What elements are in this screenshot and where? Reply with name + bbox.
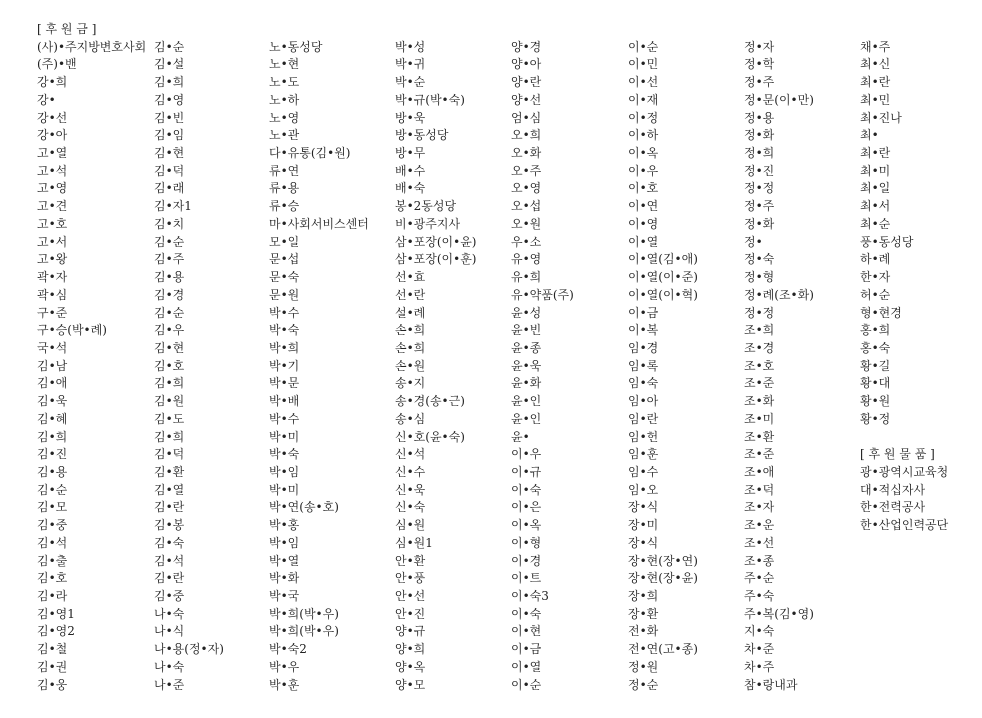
donor-name: 형•현경 [860, 305, 902, 320]
donor-name: 삼•포장(이•윤) [395, 234, 477, 249]
goods-donor-name: 대•적십자사 [860, 482, 926, 497]
donor-name: 김•설 [154, 57, 185, 72]
donor-name: 김•숙 [154, 535, 185, 550]
donor-name: 고•서 [37, 234, 68, 249]
donor-name: 조•미 [744, 411, 775, 426]
donor-name: 설•례 [395, 305, 426, 320]
donor-column-8 [860, 21, 948, 535]
donor-name: 김•라 [37, 589, 68, 603]
donor-name: 최• [860, 128, 879, 143]
donor-name: 조•경 [744, 340, 775, 355]
donor-name: 김•덕 [154, 163, 185, 178]
donor-name: 봉•2동성당 [395, 199, 457, 214]
donor-name: 안•선 [395, 589, 426, 603]
donor-name: 최•서 [860, 199, 891, 214]
donor-name: 노•하 [269, 92, 300, 107]
donor-name: 양•규 [395, 624, 426, 639]
donor-name: 이•규 [511, 464, 542, 479]
donor-name: 정•학 [744, 57, 775, 72]
donor-name: 김•자1 [154, 199, 192, 214]
donor-name: 박•수 [269, 305, 300, 320]
donor-name: 윤•빈 [511, 323, 542, 338]
donor-name: 김•치 [154, 216, 185, 231]
donor-name: 김•현 [154, 146, 185, 161]
donor-name: 최•진나 [860, 110, 902, 125]
donor-name: 박•성 [395, 39, 426, 54]
donor-name: 정•원 [628, 659, 659, 674]
donor-name: 김•철 [37, 642, 68, 657]
donor-name: 이•금 [628, 305, 659, 320]
donor-name: 배•숙 [395, 181, 426, 196]
donor-name: 장•식 [628, 500, 659, 515]
donor-name: 허•순 [860, 287, 891, 302]
donor-name: 조•호 [744, 358, 775, 373]
donor-name: 윤•화 [511, 376, 542, 391]
donor-name: 정•형 [744, 270, 775, 285]
donor-name: 장•환 [628, 606, 659, 621]
donor-name: 김•덕 [154, 447, 185, 462]
donor-name: 박•열 [269, 553, 300, 568]
donor-name: 류•연 [269, 163, 300, 178]
donor-name: 방•동성당 [395, 128, 449, 143]
donor-name: 양•경 [511, 39, 542, 54]
donor-name: 안•환 [395, 553, 426, 568]
donor-column-5 [511, 21, 574, 694]
donor-name: 엄•심 [511, 110, 542, 125]
donor-name: 신•욱 [395, 482, 426, 497]
donor-name: 김•호 [37, 571, 68, 586]
donor-name: 윤•욱 [511, 358, 542, 373]
donor-name: 박•연(송•호) [269, 500, 339, 515]
donor-name: 최•란 [860, 146, 891, 161]
donor-name: 김•우 [154, 323, 185, 338]
donor-name: 고•열 [37, 146, 68, 161]
donor-name: 고•석 [37, 163, 68, 178]
donor-name: 고•왕 [37, 252, 68, 267]
donor-name: 조•희 [744, 323, 775, 338]
donor-name: 이•옥 [511, 518, 542, 533]
donor-name: 김•중 [37, 518, 68, 533]
donor-column-1 [37, 21, 146, 694]
donor-name: 송•심 [395, 411, 426, 426]
donor-name: 나•식 [154, 624, 185, 639]
donor-name: 조•준 [744, 376, 775, 391]
donor-name: 이•열(이•준) [628, 270, 698, 285]
donor-name: 정•문(이•만) [744, 92, 814, 107]
donor-name: 조•화 [744, 394, 775, 409]
donor-name: 정•주 [744, 199, 775, 214]
donor-name: 박•임 [269, 464, 300, 479]
donor-name: 오•섭 [511, 199, 542, 214]
donor-name: 김•봉 [154, 518, 185, 533]
donor-name: 김•희 [37, 429, 68, 444]
donor-name: 박•기 [269, 358, 300, 373]
donor-name: 조•자 [744, 500, 775, 515]
donor-name: 정•화 [744, 216, 775, 231]
donor-name: 유•약품(주) [511, 287, 574, 302]
donor-name: 강•선 [37, 110, 68, 125]
donor-name: 마•사회서비스센터 [269, 216, 369, 231]
donor-name: 나•숙 [154, 659, 185, 674]
donor-name: 정•희 [744, 146, 775, 161]
donor-name: 이•경 [511, 553, 542, 568]
donor-name: 이•민 [628, 57, 659, 72]
donor-name: 김•용 [154, 270, 185, 285]
donor-name: 박•숙 [269, 323, 300, 338]
goods-heading: [ 후 원 물 품 ] [860, 447, 935, 462]
donor-name: 정•자 [744, 39, 775, 54]
donor-name: 선•란 [395, 287, 426, 302]
donor-name: 박•배 [269, 394, 300, 409]
donor-name: 정•주 [744, 75, 775, 90]
donor-name: 이•열 [628, 234, 659, 249]
donor-name: 정•숙 [744, 252, 775, 267]
donor-name: 강•희 [37, 75, 68, 90]
donor-name: 황•대 [860, 376, 891, 391]
donor-name: 송•지 [395, 376, 426, 391]
donor-name: 김•욱 [37, 394, 68, 409]
donor-name: 안•진 [395, 606, 426, 621]
donor-name: 곽•심 [37, 287, 68, 302]
donor-name: 김•석 [154, 553, 185, 568]
donor-name: 주•숙 [744, 589, 775, 603]
donor-column-3 [269, 21, 369, 694]
donor-name: 박•희(박•우) [269, 624, 339, 639]
donor-name: 김•출 [37, 553, 68, 568]
donor-name: 비•광주지사 [395, 216, 461, 231]
donor-name: 박•숙2 [269, 642, 307, 657]
donor-name: 이•옥 [628, 146, 659, 161]
donor-name: 이•은 [511, 500, 542, 515]
donor-name: 양•아 [511, 57, 542, 72]
donor-name: 조•선 [744, 535, 775, 550]
donor-name: 박•문 [269, 376, 300, 391]
donor-name: 고•견 [37, 199, 68, 214]
donor-name: 손•원 [395, 358, 426, 373]
donor-name: 고•호 [37, 216, 68, 231]
donor-name: 김•순 [154, 305, 185, 320]
donor-name: 임•수 [628, 464, 659, 479]
donor-name: 박•미 [269, 482, 300, 497]
donor-name: 이•하 [628, 128, 659, 143]
donor-name: 이•재 [628, 92, 659, 107]
donor-name: 김•애 [37, 376, 68, 391]
donor-column-6 [628, 21, 698, 694]
donor-name: 배•수 [395, 163, 426, 178]
donors-heading: [ 후 원 금 ] [37, 22, 97, 36]
donor-name: 장•현(장•연) [628, 553, 698, 568]
goods-donor-name: 한•전력공사 [860, 500, 926, 515]
donor-name: 장•식 [628, 535, 659, 550]
donor-name: 김•영2 [37, 624, 75, 639]
donor-name: 김•현 [154, 340, 185, 355]
donor-name: 유•희 [511, 270, 542, 285]
donor-name: 노•현 [269, 57, 300, 72]
donor-name: 양•모 [395, 677, 426, 692]
donor-name: 정•례(조•화) [744, 287, 814, 302]
donor-name: 정•정 [744, 305, 775, 320]
donor-name: 오•원 [511, 216, 542, 231]
donor-name: 조•애 [744, 464, 775, 479]
donor-column-2 [154, 21, 224, 694]
donor-name: 다•유통(김•원) [269, 146, 351, 161]
donor-name: 최•신 [860, 57, 891, 72]
donor-name: 차•준 [744, 642, 775, 657]
donor-name: 박•규(박•숙) [395, 92, 465, 107]
donor-name: 이•트 [511, 571, 542, 586]
donor-name: 이•복 [628, 323, 659, 338]
donor-name: (사)•주지방변호사회 [37, 39, 147, 54]
donor-name: 박•홍 [269, 518, 300, 533]
donor-name: 황•원 [860, 394, 891, 409]
donor-name: 박•우 [269, 659, 300, 674]
donor-name: 김•경 [154, 287, 185, 302]
donor-name: 정• [744, 234, 763, 249]
donor-name: 황•정 [860, 411, 891, 426]
donor-name: 오•화 [511, 146, 542, 161]
donor-name: 홍•희 [860, 323, 891, 338]
donor-name: 전•연(고•종) [628, 642, 698, 657]
donor-name: 김•남 [37, 358, 68, 373]
donor-name: 최•민 [860, 92, 891, 107]
donor-name: 차•주 [744, 659, 775, 674]
donor-name: 김•환 [154, 464, 185, 479]
donor-name: 김•영 [154, 92, 185, 107]
donor-name: 문•숙 [269, 270, 300, 285]
donor-name: 김•빈 [154, 110, 185, 125]
donor-name: 박•수 [269, 411, 300, 426]
donor-name: 이•우 [511, 447, 542, 462]
donor-name: 모•일 [269, 234, 300, 249]
donor-name: 임•아 [628, 394, 659, 409]
donor-name: 송•경(송•근) [395, 394, 465, 409]
donor-name: 신•호(윤•숙) [395, 429, 465, 444]
donor-name: 이•현 [511, 624, 542, 639]
goods-donor-name: 광•광역시교육청 [860, 464, 949, 479]
donor-name: 윤• [511, 429, 530, 444]
donor-name: 장•현(장•윤) [628, 571, 698, 586]
donor-name: 박•순 [395, 75, 426, 90]
donor-name: 이•순 [628, 39, 659, 54]
donor-name: 주•순 [744, 571, 775, 586]
donor-name: 신•숙 [395, 500, 426, 515]
donor-name: 오•영 [511, 181, 542, 196]
donor-name: 김•순 [154, 234, 185, 249]
donor-column-4 [395, 21, 476, 694]
donor-name: 이•열(이•혁) [628, 287, 698, 302]
donor-name: 노•관 [269, 128, 300, 143]
donor-name: 임•경 [628, 340, 659, 355]
donor-name: 김•용 [37, 464, 68, 479]
donor-name: 최•란 [860, 75, 891, 90]
donor-name: 박•희 [269, 340, 300, 355]
donor-name: 채•주 [860, 39, 891, 54]
donor-name: 김•웅 [37, 677, 68, 692]
donor-name: 최•순 [860, 216, 891, 231]
donor-name: 박•미 [269, 429, 300, 444]
donor-name: 이•열(김•애) [628, 252, 698, 267]
donor-name: 풍•동성당 [860, 234, 914, 249]
donor-name: 이•숙3 [511, 589, 549, 603]
donor-name: 이•형 [511, 535, 542, 550]
donor-name: 김•란 [154, 571, 185, 586]
donor-name: 양•옥 [395, 659, 426, 674]
donor-name: 김•열 [154, 482, 185, 497]
donor-name: (주)•밴 [37, 57, 77, 72]
donor-name: 강•아 [37, 128, 68, 143]
donor-name: 김•희 [154, 429, 185, 444]
donor-name: 유•영 [511, 252, 542, 267]
donor-name: 주•복(김•영) [744, 606, 814, 621]
donor-name: 방•욱 [395, 110, 426, 125]
donor-name: 우•소 [511, 234, 542, 249]
donor-name: 신•수 [395, 464, 426, 479]
donor-name: 임•오 [628, 482, 659, 497]
donor-name: 오•주 [511, 163, 542, 178]
donor-name: 김•희 [154, 75, 185, 90]
donor-name: 임•숙 [628, 376, 659, 391]
donor-name: 지•숙 [744, 624, 775, 639]
donor-name: 김•래 [154, 181, 185, 196]
donor-name: 김•권 [37, 659, 68, 674]
donor-name: 오•희 [511, 128, 542, 143]
donor-name: 조•준 [744, 447, 775, 462]
donor-name: 정•화 [744, 128, 775, 143]
donor-name: 이•선 [628, 75, 659, 90]
donor-name: 김•순 [37, 482, 68, 497]
donor-name: 박•귀 [395, 57, 426, 72]
donor-name: 문•원 [269, 287, 300, 302]
donor-name: 나•숙 [154, 606, 185, 621]
donor-name: 심•원 [395, 518, 426, 533]
donor-name: 나•용(정•자) [154, 642, 224, 657]
donor-name: 이•정 [628, 110, 659, 125]
donor-name: 이•금 [511, 642, 542, 657]
donor-name: 장•희 [628, 589, 659, 603]
donor-name: 박•임 [269, 535, 300, 550]
donor-name: 윤•인 [511, 394, 542, 409]
donor-name: 박•훈 [269, 677, 300, 692]
donor-name: 김•란 [154, 500, 185, 515]
donor-name: 이•열 [511, 659, 542, 674]
donor-name: 김•임 [154, 128, 185, 143]
donor-name: 나•준 [154, 677, 185, 692]
donor-name: 이•숙 [511, 482, 542, 497]
donor-name: 이•우 [628, 163, 659, 178]
donor-name: 임•헌 [628, 429, 659, 444]
donor-name: 김•도 [154, 411, 185, 426]
donor-name: 심•원1 [395, 535, 433, 550]
donor-name: 한•자 [860, 270, 891, 285]
donor-name: 강• [37, 92, 56, 107]
donor-name: 양•희 [395, 642, 426, 657]
donor-name: 김•영1 [37, 606, 75, 621]
donor-name: 김•모 [37, 500, 68, 515]
donor-name: 정•순 [628, 677, 659, 692]
donor-name: 노•동성당 [269, 39, 323, 54]
donor-name: 고•영 [37, 181, 68, 196]
donor-name: 임•록 [628, 358, 659, 373]
donor-name: 구•준 [37, 305, 68, 320]
donor-name: 윤•인 [511, 411, 542, 426]
donor-name: 방•무 [395, 146, 426, 161]
donor-name: 삼•포장(이•훈) [395, 252, 477, 267]
donor-name: 김•순 [154, 39, 185, 54]
donor-name: 윤•종 [511, 340, 542, 355]
donor-name: 김•진 [37, 447, 68, 462]
donor-name: 국•석 [37, 340, 68, 355]
donor-name: 임•란 [628, 411, 659, 426]
donor-name: 김•주 [154, 252, 185, 267]
donor-name: 안•풍 [395, 571, 426, 586]
donor-name: 곽•자 [37, 270, 68, 285]
donor-name: 조•운 [744, 518, 775, 533]
donor-name: 박•화 [269, 571, 300, 586]
donor-name: 참•랑내과 [744, 677, 798, 692]
donor-name: 임•훈 [628, 447, 659, 462]
donor-name: 조•덕 [744, 482, 775, 497]
donor-name: 이•순 [511, 677, 542, 692]
donor-name: 홍•숙 [860, 340, 891, 355]
donor-name: 류•승 [269, 199, 300, 214]
donor-name: 신•석 [395, 447, 426, 462]
donor-name: 조•종 [744, 553, 775, 568]
donor-name: 김•석 [37, 535, 68, 550]
donor-column-7 [744, 21, 814, 694]
donor-name: 문•섭 [269, 252, 300, 267]
donor-name: 양•선 [511, 92, 542, 107]
donor-name: 정•용 [744, 110, 775, 125]
donor-name: 전•화 [628, 624, 659, 639]
donor-name: 손•희 [395, 323, 426, 338]
donor-name: 하•례 [860, 252, 891, 267]
donor-name: 구•승(박•례) [37, 323, 107, 338]
donor-name: 김•혜 [37, 411, 68, 426]
donor-name: 이•영 [628, 216, 659, 231]
donor-name: 정•진 [744, 163, 775, 178]
donor-name: 이•숙 [511, 606, 542, 621]
donor-name: 박•숙 [269, 447, 300, 462]
donor-name: 윤•성 [511, 305, 542, 320]
donor-name: 최•미 [860, 163, 891, 178]
donor-name: 양•란 [511, 75, 542, 90]
donor-name: 이•연 [628, 199, 659, 214]
donor-name: 김•중 [154, 589, 185, 603]
donor-name: 김•호 [154, 358, 185, 373]
donor-name: 이•호 [628, 181, 659, 196]
donor-name: 노•영 [269, 110, 300, 125]
donor-name: 김•희 [154, 376, 185, 391]
donor-name: 조•환 [744, 429, 775, 444]
donor-name: 노•도 [269, 75, 300, 90]
donor-name: 황•길 [860, 358, 891, 373]
donor-name: 박•희(박•우) [269, 606, 339, 621]
donor-name: 장•미 [628, 518, 659, 533]
donor-name: 최•일 [860, 181, 891, 196]
donor-name: 선•효 [395, 270, 426, 285]
goods-donor-name: 한•산업인력공단 [860, 518, 949, 533]
donor-name: 김•원 [154, 394, 185, 409]
donor-name: 정•정 [744, 181, 775, 196]
donor-name: 류•용 [269, 181, 300, 196]
donor-name: 손•희 [395, 340, 426, 355]
donor-name: 박•국 [269, 589, 300, 603]
